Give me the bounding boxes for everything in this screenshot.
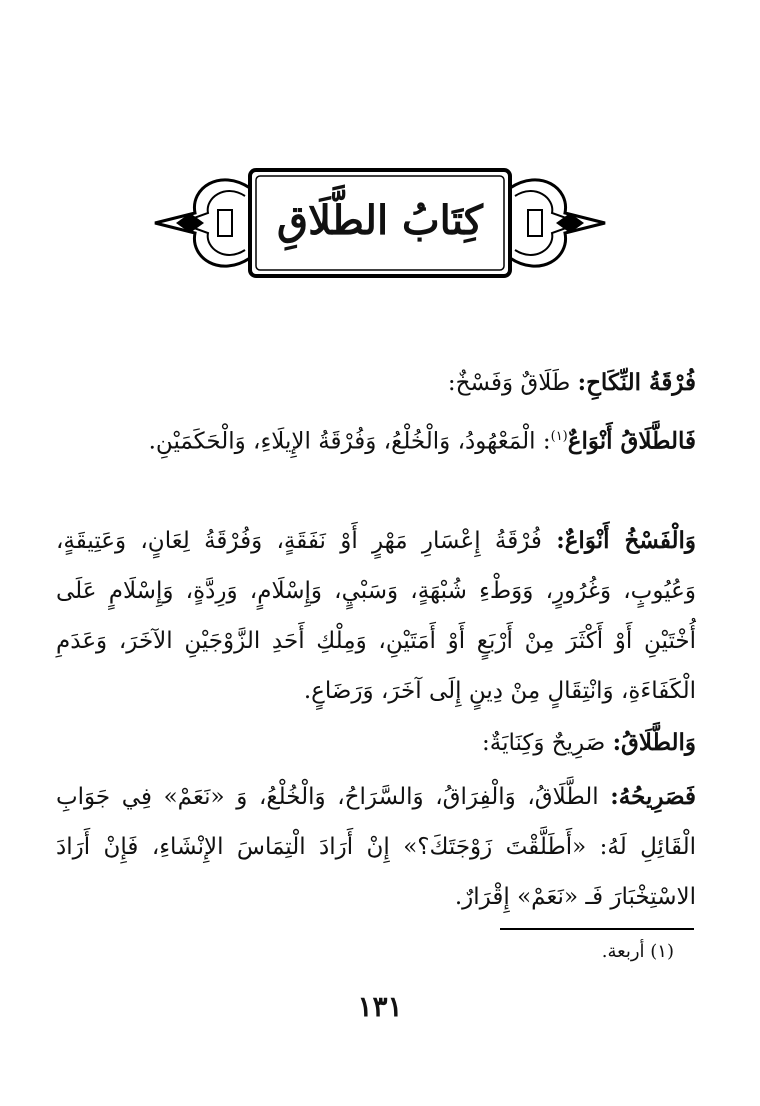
para1-rest: طَلَاقٌ وَفَسْخٌ: bbox=[447, 370, 578, 396]
para5-rest: الطَّلَاقُ، وَالْفِرَاقُ، وَالسَّرَاحُ، وَالْخُلْعُ، وَ «نَعَمْ» فِي جَوَابِ الْقَائِلِ لَهُ: «أَطَلَّقْتَ زَوْجَتَكَ؟» إِنْ أَرَادَ الْتِمَاسَ الإِنْشَاءِ، فَإِنْ أَرَادَ الاسْتِخْبَارَ فَـ «نَعَمْ» إِقْرَارٌ. bbox=[56, 784, 696, 910]
para5-lead: فَصَرِيحُهُ: bbox=[610, 783, 696, 810]
page-number: ١٣١ bbox=[357, 990, 403, 1023]
para2-lead: فَالطَّلَاقُ أَنْوَاعٌ bbox=[567, 427, 696, 455]
paragraph-3 bbox=[56, 516, 696, 716]
book-title: كِتَابُ الطَّلَاقِ bbox=[277, 196, 483, 244]
paragraph-5 bbox=[56, 772, 696, 922]
paragraph-4 bbox=[56, 718, 696, 768]
para3-rest: فُرْقَةُ إِعْسَارِ مَهْرٍ أَوْ نَفَقَةٍ، وَفُرْقَةُ لِعَانٍ، وَعَتِيقَةٍ، وَعُيُوبٍ، وَغُرُورٍ، وَوَطْءِ شُبْهَةٍ، وَسَبْيٍ، وَإِسْلَامٍ، وَرِدَّةٍ، وَإِسْلَامٍ عَلَى أُخْتَيْنِ أَوْ أَكْثَرَ مِنْ أَرْبَعٍ أَوْ أَمَتَيْنِ، وَمِلْكِ أَحَدِ الزَّوْجَيْنِ الآخَرَ، وَعَدَمِ الْكَفَاءَةِ، وَانْتِقَالٍ مِنْ دِينٍ إِلَى آخَرَ، وَرَضَاعٍ. bbox=[56, 528, 696, 704]
paragraph-2 bbox=[56, 412, 696, 467]
footnote-divider bbox=[500, 928, 694, 930]
footnote: (١) أربعة. bbox=[601, 941, 674, 962]
para2-rest: : الْمَعْهُودُ، وَالْخُلْعُ، وَفُرْقَةُ الإِيلَاءِ، وَالْحَكَمَيْنِ. bbox=[148, 428, 551, 455]
paragraph-1 bbox=[56, 358, 696, 408]
para1-lead: فُرْقَةُ النِّكَاحِ: bbox=[577, 369, 696, 396]
footnote-ref: (١) bbox=[550, 429, 568, 444]
para4-lead: وَالطَّلَاقُ: bbox=[612, 729, 696, 756]
para3-lead: وَالْفَسْخُ أَنْوَاعٌ: bbox=[556, 527, 696, 554]
para4-rest: صَرِيحٌ وَكِنَايَةٌ: bbox=[481, 730, 613, 756]
